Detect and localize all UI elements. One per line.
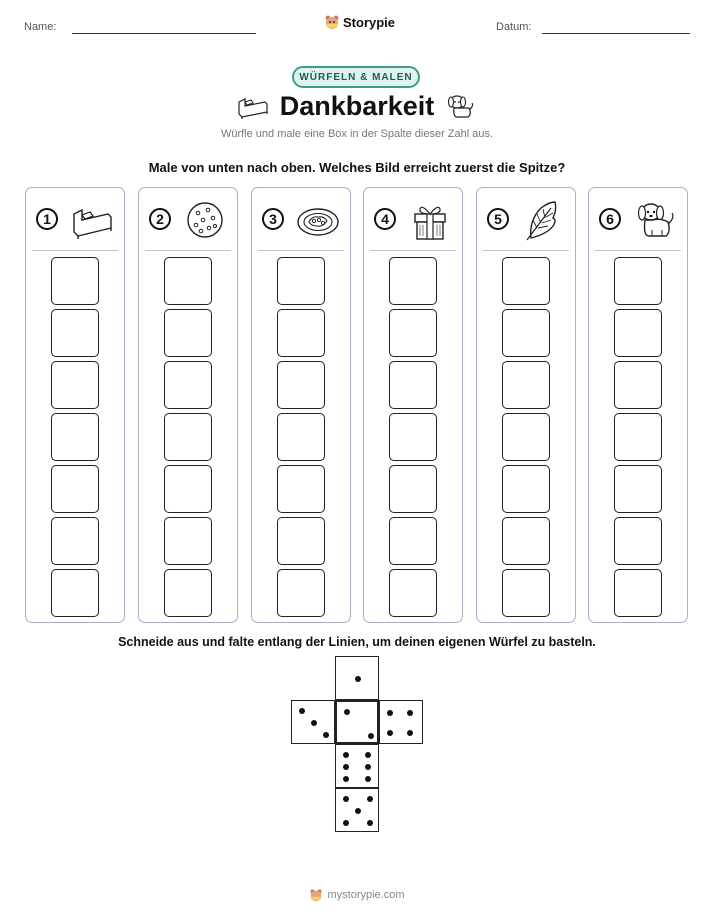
column-divider [145, 250, 231, 251]
paint-box[interactable] [389, 309, 437, 357]
brand-logo [324, 14, 395, 30]
paint-box[interactable] [277, 413, 325, 461]
column-number: 3 [262, 208, 284, 230]
column-number: 2 [149, 208, 171, 230]
pip [365, 764, 371, 770]
column-number: 6 [599, 208, 621, 230]
paint-box[interactable] [502, 257, 550, 305]
pip [367, 820, 373, 826]
paint-box[interactable] [51, 569, 99, 617]
paint-box[interactable] [502, 413, 550, 461]
paint-box[interactable] [51, 257, 99, 305]
paint-box[interactable] [614, 309, 662, 357]
die-face-three [291, 700, 335, 744]
paint-box[interactable] [389, 569, 437, 617]
leaf-icon [521, 198, 565, 242]
die-face-two [335, 700, 379, 744]
paint-box[interactable] [614, 569, 662, 617]
pip [355, 808, 361, 814]
column-divider [483, 250, 569, 251]
gift-box-icon [408, 198, 452, 242]
pip [299, 708, 305, 714]
paint-box[interactable] [164, 413, 212, 461]
column-6 [588, 187, 688, 623]
pip [311, 720, 317, 726]
paint-box[interactable] [164, 517, 212, 565]
pip [387, 710, 393, 716]
pip [407, 710, 413, 716]
pip [365, 752, 371, 758]
name-label: Name: [24, 21, 57, 33]
paint-box[interactable] [389, 257, 437, 305]
footer-url[interactable]: mystorypie.com [327, 889, 405, 901]
pip [387, 730, 393, 736]
puppy-icon [444, 92, 476, 120]
paint-box[interactable] [51, 517, 99, 565]
paint-box[interactable] [614, 257, 662, 305]
pip [343, 820, 349, 826]
paint-box[interactable] [164, 465, 212, 513]
date-label: Datum: [496, 21, 532, 33]
die-face-one [335, 656, 379, 700]
pip [367, 796, 373, 802]
paint-box[interactable] [502, 569, 550, 617]
die-face-four [379, 700, 423, 744]
paint-box[interactable] [51, 465, 99, 513]
paint-box[interactable] [502, 309, 550, 357]
paint-box[interactable] [614, 465, 662, 513]
column-number: 4 [374, 208, 396, 230]
column-3 [251, 187, 351, 623]
column-4 [363, 187, 463, 623]
paint-box[interactable] [164, 361, 212, 409]
pip [355, 676, 361, 682]
pip [407, 730, 413, 736]
column-divider [32, 250, 118, 251]
bed-icon [70, 198, 114, 242]
pip [343, 796, 349, 802]
pip [323, 732, 329, 738]
paint-box[interactable] [389, 465, 437, 513]
paint-box[interactable] [389, 413, 437, 461]
paint-box[interactable] [164, 309, 212, 357]
name-line [72, 33, 256, 34]
paint-box[interactable] [277, 361, 325, 409]
paint-box[interactable] [614, 361, 662, 409]
column-divider [370, 250, 456, 251]
paint-box[interactable] [51, 413, 99, 461]
paint-box[interactable] [164, 257, 212, 305]
column-divider [258, 250, 344, 251]
cookie-icon [183, 198, 227, 242]
instruction: Male von unten nach oben. Welches Bild erreicht zuerst die Spitze? [148, 160, 566, 175]
die-face-five [335, 788, 379, 832]
paint-box[interactable] [389, 517, 437, 565]
paint-box[interactable] [277, 569, 325, 617]
category-pill: WÜRFELN & MALEN [292, 66, 420, 88]
paint-box[interactable] [277, 257, 325, 305]
pip [365, 776, 371, 782]
storypie-mascot-icon [309, 888, 323, 902]
subtitle: Würfle und male eine Box in der Spalte dieser Zahl aus. [220, 128, 494, 140]
paint-box[interactable] [277, 517, 325, 565]
paint-box[interactable] [502, 361, 550, 409]
paint-box[interactable] [277, 465, 325, 513]
plate-of-food-icon [296, 198, 340, 242]
pip [343, 776, 349, 782]
column-number: 1 [36, 208, 58, 230]
paint-box[interactable] [389, 361, 437, 409]
pip [343, 752, 349, 758]
paint-box[interactable] [164, 569, 212, 617]
page-title: Dankbarkeit [279, 91, 435, 121]
paint-box[interactable] [51, 361, 99, 409]
column-2 [138, 187, 238, 623]
pip [344, 709, 350, 715]
paint-box[interactable] [51, 309, 99, 357]
column-5 [476, 187, 576, 623]
paint-box[interactable] [614, 517, 662, 565]
pip [368, 733, 374, 739]
paint-box[interactable] [502, 465, 550, 513]
paint-box[interactable] [277, 309, 325, 357]
storypie-mascot-icon [324, 14, 340, 30]
brand-name: Storypie [343, 14, 396, 30]
puppy-icon [633, 198, 677, 242]
footer [0, 888, 714, 902]
paint-box[interactable] [614, 413, 662, 461]
die-face-six [335, 744, 379, 788]
column-divider [595, 250, 681, 251]
column-1 [25, 187, 125, 623]
column-number: 5 [487, 208, 509, 230]
paint-box[interactable] [502, 517, 550, 565]
cutout-instruction: Schneide aus und falte entlang der Linien, um deinen eigenen Würfel zu basteln. [118, 635, 596, 649]
date-line [542, 33, 690, 34]
pip [343, 764, 349, 770]
